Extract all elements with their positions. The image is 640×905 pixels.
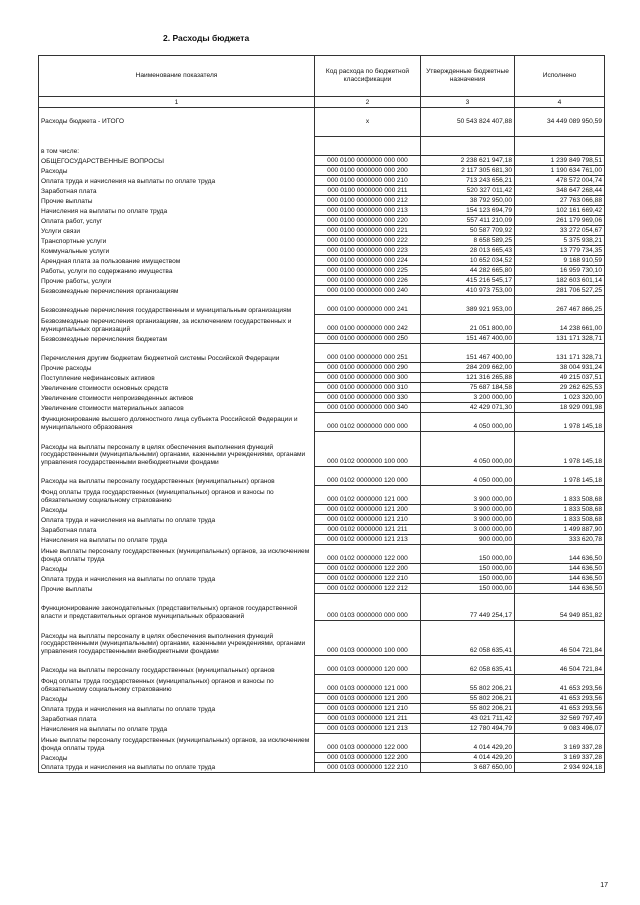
table-row [39,525,605,535]
row-code: 000 0100 0000000 000 210 [315,176,421,186]
row-executed: 102 161 669,42 [515,206,605,216]
row-code: 000 0102 0000000 120 000 [315,467,421,486]
row-approved: 3 900 000,00 [421,505,515,515]
row-name: Расходы на выплаты персоналу государственных (муниципальных) органов [39,467,315,486]
row-code: 000 0103 0000000 121 000 [315,675,421,694]
table-row [39,594,605,621]
row-approved: 55 802 206,21 [421,694,515,704]
row-name: Расходы [39,505,315,515]
row-executed: 18 929 091,98 [515,403,605,413]
row-approved: 900 000,00 [421,535,515,545]
row-executed: 1 023 320,00 [515,393,605,403]
table-row [39,704,605,714]
spacer-row [39,137,605,148]
row-code: 000 0100 0000000 000 220 [315,216,421,226]
row-name: Безвозмездные перечисления бюджетам [39,334,315,344]
header-executed: Исполнено [515,56,605,97]
row-executed: 1 833 508,68 [515,486,605,505]
row-name: Расходы [39,564,315,574]
row-executed: 2 934 924,18 [515,763,605,773]
row-name: Фонд оплаты труда государственных (муниципальных) органов и взносы по обязательному социальному страхованию [39,675,315,694]
page-number: 17 [600,882,608,889]
row-name: Расходы [39,694,315,704]
row-approved: 150 000,00 [421,564,515,574]
table-row [39,675,605,694]
row-executed: 131 171 328,71 [515,344,605,363]
table-row [39,403,605,413]
table-row [39,535,605,545]
row-code: 000 0100 0000000 000 310 [315,383,421,393]
row-executed: 41 653 293,56 [515,704,605,714]
table-row [39,363,605,373]
row-executed: 16 959 730,10 [515,266,605,276]
row-approved: 151 467 400,00 [421,344,515,363]
row-executed: 333 620,78 [515,535,605,545]
table-row [39,156,605,166]
row-approved: 150 000,00 [421,574,515,584]
row-approved: 4 050 000,00 [421,467,515,486]
row-executed: 478 572 004,74 [515,176,605,186]
row-code: 000 0100 0000000 000 330 [315,393,421,403]
row-executed: 144 636,50 [515,574,605,584]
row-name: Функционирование высшего должностного лица субъекта Российской Федерации и муниципального образования [39,413,315,432]
row-executed: 144 636,50 [515,545,605,564]
table-row [39,714,605,724]
row-executed: 182 603 601,14 [515,276,605,286]
table-row [39,276,605,286]
row-code: 000 0100 0000000 000 241 [315,296,421,315]
row-approved: 154 123 694,79 [421,206,515,216]
row-approved: 55 802 206,21 [421,675,515,694]
row-approved: 77 449 254,17 [421,594,515,621]
row-executed: 261 179 969,06 [515,216,605,226]
row-code: 000 0100 0000000 000 226 [315,276,421,286]
column-number: 2 [315,97,421,108]
row-approved: 10 652 034,52 [421,256,515,266]
row-code: 000 0100 0000000 000 240 [315,286,421,296]
row-code: 000 0103 0000000 121 210 [315,704,421,714]
table-row [39,763,605,773]
row-code: 000 0102 0000000 122 210 [315,574,421,584]
table-row [39,216,605,226]
row-executed: 41 653 293,56 [515,675,605,694]
row-approved: 410 973 753,00 [421,286,515,296]
table-row [39,256,605,266]
row-name: Увеличение стоимости материальных запасов [39,403,315,413]
table-header-row [39,56,605,97]
row-code: 000 0100 0000000 000 222 [315,236,421,246]
row-approved: 43 021 711,42 [421,714,515,724]
row-executed: 1 499 887,90 [515,525,605,535]
table-row [39,515,605,525]
row-approved: 3 200 000,00 [421,393,515,403]
row-executed: 1 978 145,18 [515,467,605,486]
column-number: 3 [421,97,515,108]
row-code: 000 0100 0000000 000 212 [315,196,421,206]
row-code: 000 0102 0000000 121 200 [315,505,421,515]
row-approved: 284 209 662,00 [421,363,515,373]
row-name: Перечисления другим бюджетам бюджетной системы Российской Федерации [39,344,315,363]
row-code: 000 0103 0000000 120 000 [315,656,421,675]
row-executed: 32 569 797,49 [515,714,605,724]
row-code: 000 0100 0000000 000 250 [315,334,421,344]
table-row [39,186,605,196]
row-name: Коммунальные услуги [39,246,315,256]
row-approved: 150 000,00 [421,584,515,594]
row-approved: 150 000,00 [421,545,515,564]
table-row [39,286,605,296]
row-code: 000 0102 0000000 121 213 [315,535,421,545]
row-name: Услуги связи [39,226,315,236]
total-name: Расходы бюджета - ИТОГО [39,108,315,137]
table-row [39,621,605,656]
row-code: 000 0100 0000000 000 225 [315,266,421,276]
row-executed: 5 375 938,21 [515,236,605,246]
row-approved: 28 013 665,43 [421,246,515,256]
row-approved: 2 117 305 681,30 [421,166,515,176]
total-code: х [315,108,421,137]
row-name: Оплата труда и начисления на выплаты по оплате труда [39,763,315,773]
row-approved: 50 587 709,92 [421,226,515,236]
row-approved: 4 050 000,00 [421,413,515,432]
row-name: Прочие работы, услуги [39,276,315,286]
row-code: 000 0100 0000000 000 340 [315,403,421,413]
table-row [39,296,605,315]
row-approved: 55 802 206,21 [421,704,515,714]
row-approved: 3 687 650,00 [421,763,515,773]
table-row [39,226,605,236]
row-approved: 21 051 800,00 [421,315,515,334]
row-approved: 151 467 400,00 [421,334,515,344]
row-name: ОБЩЕГОСУДАРСТВЕННЫЕ ВОПРОСЫ [39,156,315,166]
row-executed: 46 504 721,84 [515,621,605,656]
row-code: 000 0102 0000000 100 000 [315,432,421,467]
row-code: 000 0103 0000000 121 211 [315,714,421,724]
row-approved: 8 658 589,25 [421,236,515,246]
row-name: Функционирование законодательных (представительных) органов государственной власти и представительных органов муниципальных образований [39,594,315,621]
row-name: Оплата труда и начисления на выплаты по оплате труда [39,176,315,186]
row-approved: 3 900 000,00 [421,515,515,525]
row-executed: 144 636,50 [515,564,605,574]
row-approved: 44 282 665,80 [421,266,515,276]
row-executed: 267 467 866,25 [515,296,605,315]
table-row [39,246,605,256]
row-approved: 4 014 429,20 [421,753,515,763]
row-approved: 4 050 000,00 [421,432,515,467]
total-row [39,108,605,137]
table-row [39,656,605,675]
table-row [39,486,605,505]
row-executed: 38 004 931,24 [515,363,605,373]
table-row [39,724,605,734]
row-name: Расходы на выплаты персоналу государственных (муниципальных) органов [39,656,315,675]
row-executed: 46 504 721,84 [515,656,605,675]
row-approved: 121 316 265,88 [421,373,515,383]
row-name: Поступление нефинансовых активов [39,373,315,383]
table-row [39,413,605,432]
row-name: Оплата труда и начисления на выплаты по оплате труда [39,704,315,714]
row-executed: 1 833 508,68 [515,515,605,525]
table-row [39,574,605,584]
row-code: 000 0100 0000000 000 223 [315,246,421,256]
row-name: Безвозмездные перечисления организациям [39,286,315,296]
row-executed: 3 169 337,28 [515,753,605,763]
row-name: Прочие выплаты [39,584,315,594]
table-row [39,753,605,763]
table-row [39,236,605,246]
row-executed: 29 262 625,53 [515,383,605,393]
table-row [39,564,605,574]
row-executed: 9 083 496,07 [515,724,605,734]
row-name: Заработная плата [39,525,315,535]
row-name: Заработная плата [39,714,315,724]
row-executed: 1 190 634 761,00 [515,166,605,176]
row-code: 000 0102 0000000 121 211 [315,525,421,535]
row-code: 000 0100 0000000 000 300 [315,373,421,383]
row-approved: 75 687 184,58 [421,383,515,393]
row-executed: 281 706 527,25 [515,286,605,296]
header-approved: Утвержденные бюджетные назначения [421,56,515,97]
row-approved: 62 058 635,41 [421,656,515,675]
row-executed: 9 168 910,59 [515,256,605,266]
section-title: 2. Расходы бюджета [163,33,250,43]
row-executed: 33 272 054,67 [515,226,605,236]
header-expense-code: Код расхода по бюджетной классификации [315,56,421,97]
row-code: 000 0103 0000000 100 000 [315,621,421,656]
row-name: Расходы [39,166,315,176]
row-name: Оплата работ, услуг [39,216,315,226]
table-row [39,176,605,186]
row-approved: 520 327 011,42 [421,186,515,196]
row-name: Транспортные услуги [39,236,315,246]
row-name: Заработная плата [39,186,315,196]
row-approved: 38 792 950,00 [421,196,515,206]
row-code: 000 0102 0000000 122 212 [315,584,421,594]
row-approved: 415 216 545,17 [421,276,515,286]
header-indicator-name: Наименование показателя [39,56,315,97]
row-approved: 389 921 953,00 [421,296,515,315]
row-executed: 13 779 734,35 [515,246,605,256]
table-row [39,373,605,383]
row-executed: 41 653 293,56 [515,694,605,704]
row-name: Фонд оплаты труда государственных (муниципальных) органов и взносы по обязательному социальному страхованию [39,486,315,505]
row-executed: 54 949 851,82 [515,594,605,621]
table-row [39,196,605,206]
row-name: Начисления на выплаты по оплате труда [39,535,315,545]
total-approved: 50 543 824 407,88 [421,108,515,137]
row-approved: 62 058 635,41 [421,621,515,656]
column-number: 4 [515,97,605,108]
row-code: 000 0103 0000000 121 200 [315,694,421,704]
table-row [39,393,605,403]
row-code: 000 0102 0000000 122 000 [315,545,421,564]
row-code: 000 0100 0000000 000 224 [315,256,421,266]
row-code: 000 0103 0000000 122 210 [315,763,421,773]
row-name: Расходы на выплаты персоналу в целях обеспечения выполнения функций государственными (муниципальными) органами, казенными учреждениями, органами управления государственными внебюджетными фондами [39,621,315,656]
row-code: 000 0102 0000000 000 000 [315,413,421,432]
table-row [39,383,605,393]
row-code: 000 0100 0000000 000 251 [315,344,421,363]
row-approved: 713 243 656,21 [421,176,515,186]
row-approved: 42 429 071,30 [421,403,515,413]
table-row [39,334,605,344]
expenses-table [38,55,605,773]
row-executed: 49 215 037,51 [515,373,605,383]
table-row [39,505,605,515]
row-code: 000 0102 0000000 122 200 [315,564,421,574]
row-name: Работы, услуги по содержанию имущества [39,266,315,276]
row-name: Оплата труда и начисления на выплаты по оплате труда [39,515,315,525]
table-row [39,344,605,363]
table-row [39,734,605,753]
table-row [39,467,605,486]
table-row [39,166,605,176]
row-executed: 144 636,50 [515,584,605,594]
row-approved: 3 900 000,00 [421,486,515,505]
row-name: Расходы [39,753,315,763]
row-code: 000 0100 0000000 000 242 [315,315,421,334]
row-name: Начисления на выплаты по оплате труда [39,724,315,734]
row-executed: 1 239 849 798,51 [515,156,605,166]
row-name: Иные выплаты персоналу государственных (муниципальных) органов, за исключением фонда оплаты труда [39,734,315,753]
row-approved: 557 411 210,09 [421,216,515,226]
row-code: 000 0100 0000000 000 213 [315,206,421,216]
row-code: 000 0102 0000000 121 210 [315,515,421,525]
row-name: Начисления на выплаты по оплате труда [39,206,315,216]
row-code: 000 0103 0000000 121 213 [315,724,421,734]
row-executed: 1 833 508,68 [515,505,605,515]
row-code: 000 0103 0000000 122 200 [315,753,421,763]
row-name: Расходы на выплаты персоналу в целях обеспечения выполнения функций государственными (муниципальными) органами, казенными учреждениями, органами управления государственными внебюджетными фондами [39,432,315,467]
table-row [39,694,605,704]
column-number-row [39,97,605,108]
intro-row [39,147,605,156]
row-name: Оплата труда и начисления на выплаты по оплате труда [39,574,315,584]
row-executed: 1 978 145,18 [515,413,605,432]
table-row [39,206,605,216]
column-number: 1 [39,97,315,108]
row-name: Арендная плата за пользование имуществом [39,256,315,266]
row-name: Увеличение стоимости непроизведенных активов [39,393,315,403]
row-code: 000 0102 0000000 121 000 [315,486,421,505]
row-name: Безвозмездные перечисления государственным и муниципальным организациям [39,296,315,315]
table-row [39,584,605,594]
row-code: 000 0100 0000000 000 290 [315,363,421,373]
row-executed: 1 978 145,18 [515,432,605,467]
total-executed: 34 449 089 950,59 [515,108,605,137]
table-row [39,266,605,276]
row-code: 000 0100 0000000 000 200 [315,166,421,176]
intro-label: в том числе: [39,147,315,156]
row-approved: 2 238 621 947,18 [421,156,515,166]
row-approved: 3 000 000,00 [421,525,515,535]
row-code: 000 0103 0000000 122 000 [315,734,421,753]
table-row [39,315,605,334]
row-name: Прочие расходы [39,363,315,373]
row-approved: 4 014 429,20 [421,734,515,753]
row-name: Иные выплаты персоналу государственных (муниципальных) органов, за исключением фонда оплаты труда [39,545,315,564]
row-executed: 348 647 268,44 [515,186,605,196]
row-name: Увеличение стоимости основных средств [39,383,315,393]
table-row [39,545,605,564]
row-executed: 14 238 661,00 [515,315,605,334]
row-code: 000 0100 0000000 000 221 [315,226,421,236]
table-row [39,432,605,467]
row-executed: 27 763 066,88 [515,196,605,206]
row-executed: 131 171 328,71 [515,334,605,344]
row-code: 000 0100 0000000 000 000 [315,156,421,166]
row-name: Прочие выплаты [39,196,315,206]
row-approved: 12 780 494,79 [421,724,515,734]
row-code: 000 0103 0000000 000 000 [315,594,421,621]
row-executed: 3 169 337,28 [515,734,605,753]
row-name: Безвозмездные перечисления организациям, за исключением государственных и муниципальных организаций [39,315,315,334]
row-code: 000 0100 0000000 000 211 [315,186,421,196]
